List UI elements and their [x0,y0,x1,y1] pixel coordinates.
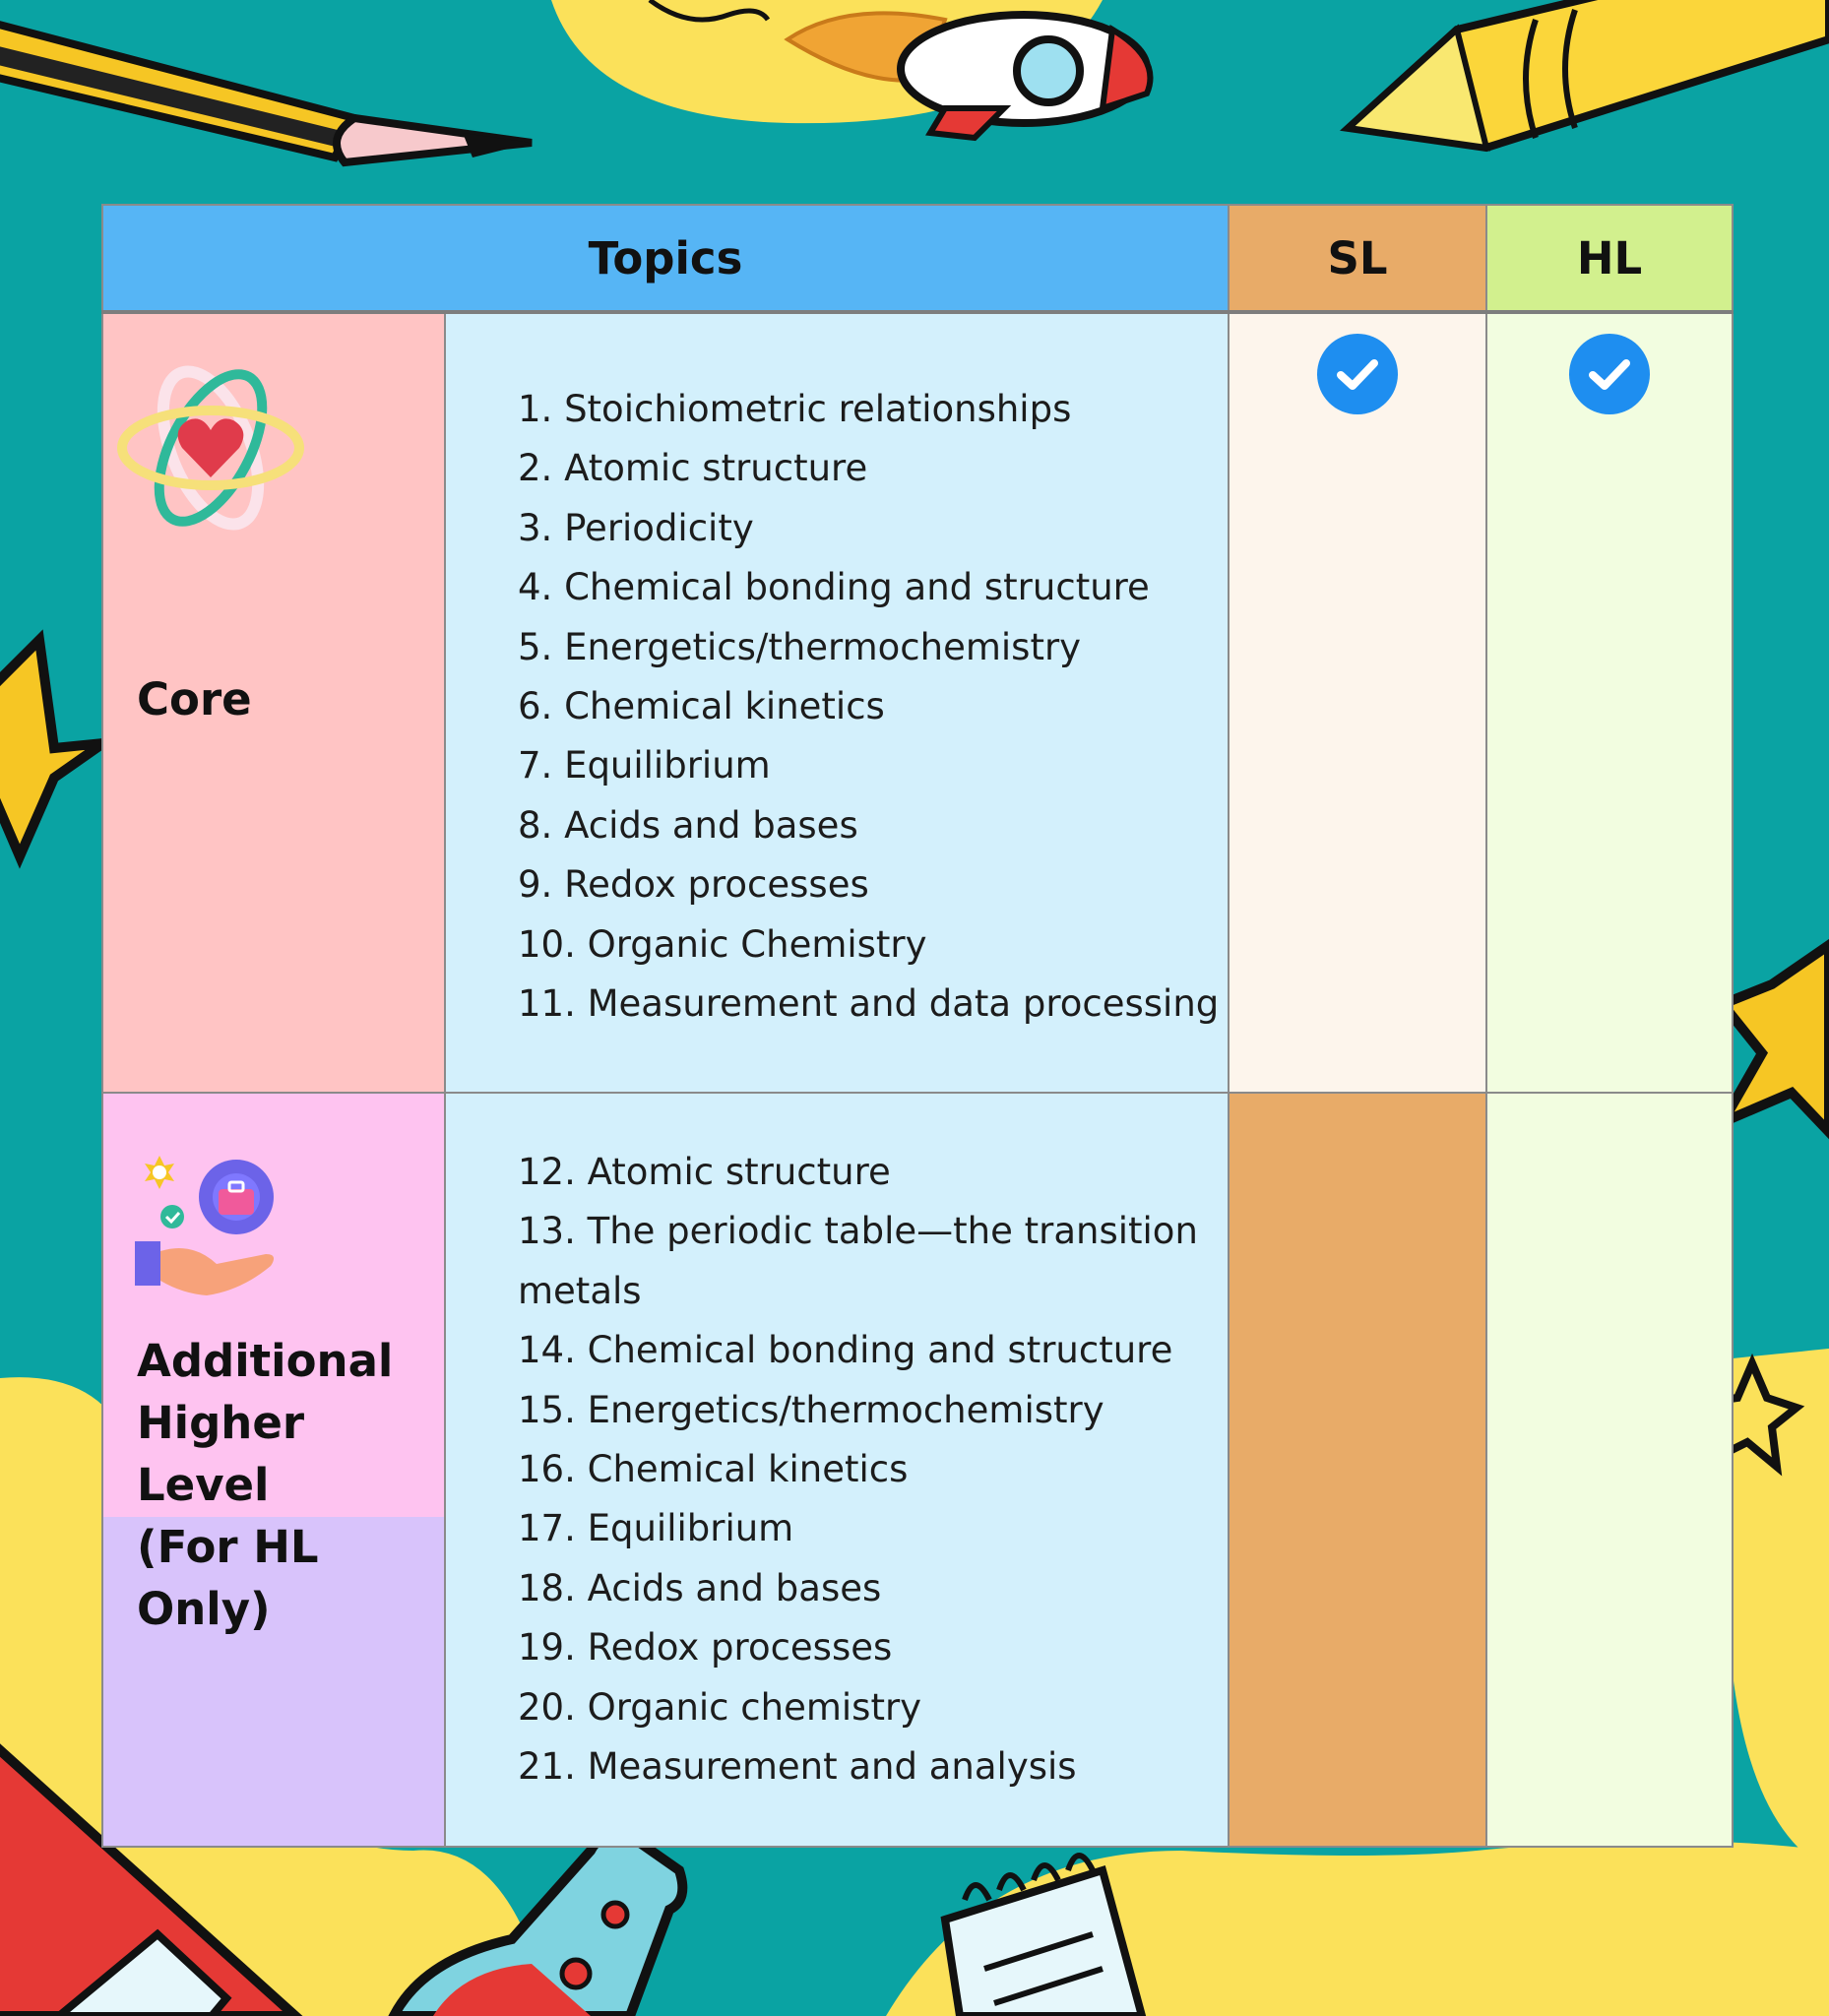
atom-heart-icon [117,361,304,534]
core-sl-cell [1229,312,1486,1093]
star-icon [0,640,103,856]
hl-header: HL [1486,205,1733,312]
additional-hl-sl-cell [1229,1093,1486,1847]
star-icon [1723,945,1829,1132]
pencil-icon [0,20,532,162]
sl-header: SL [1229,205,1486,312]
core-label: Core [137,673,252,725]
list-item: 1. Stoichiometric relationships [518,388,1072,430]
additional-hl-row [102,1093,1733,1847]
list-item: 12. Atomic structure [518,1151,891,1193]
list-item: 14. Chemical bonding and structure [518,1329,1173,1372]
list-item: 5. Energetics/thermochemistry [518,625,1082,668]
list-item: 11. Measurement and data processing [518,982,1220,1026]
check-circle-icon [1569,334,1650,414]
additional-hl-category-cell [102,1093,445,1847]
topics-header: Topics [102,205,1229,312]
list-item: 13. The periodic table—the transition [518,1210,1198,1253]
list-item: 2. Atomic structure [518,447,868,490]
label-line: (For HL [137,1521,319,1573]
check-circle-icon [1317,334,1398,414]
core-hl-cell [1486,312,1733,1093]
list-item: 6. Chemical kinetics [518,685,885,728]
list-item: metals [518,1269,642,1312]
syllabus-table [101,204,1734,1848]
core-topics-cell [445,312,1229,1093]
list-item: 3. Periodicity [518,506,754,549]
core-category-cell [102,312,445,1093]
additional-hl-label [137,1330,444,1640]
label-line: Only) [137,1583,271,1635]
list-item: 15. Energetics/thermochemistry [518,1388,1104,1431]
additional-hl-hl-cell [1486,1093,1733,1847]
header-row [102,205,1733,312]
core-topic-list [446,314,1228,1034]
list-item: 9. Redox processes [518,863,869,907]
list-item: 16. Chemical kinetics [518,1448,909,1491]
core-row [102,312,1733,1093]
list-item: 18. Acids and bases [518,1566,882,1609]
list-item: 19. Redox processes [518,1626,893,1670]
list-item: 17. Equilibrium [518,1507,794,1550]
list-item: 10. Organic Chemistry [518,922,927,966]
label-line: Additional [137,1335,394,1387]
additional-hl-topic-list [446,1094,1228,1796]
list-item: 7. Equilibrium [518,744,771,788]
list-item: 4. Chemical bonding and structure [518,566,1150,609]
list-item: 20. Organic chemistry [518,1685,922,1729]
label-line: Higher Level [137,1397,305,1511]
additional-hl-topics-cell [445,1093,1229,1847]
list-item: 8. Acids and bases [518,803,858,847]
hand-gear-icon [133,1148,281,1310]
list-item: 21. Measurement and analysis [518,1745,1077,1789]
crayon-icon [1349,0,1829,148]
